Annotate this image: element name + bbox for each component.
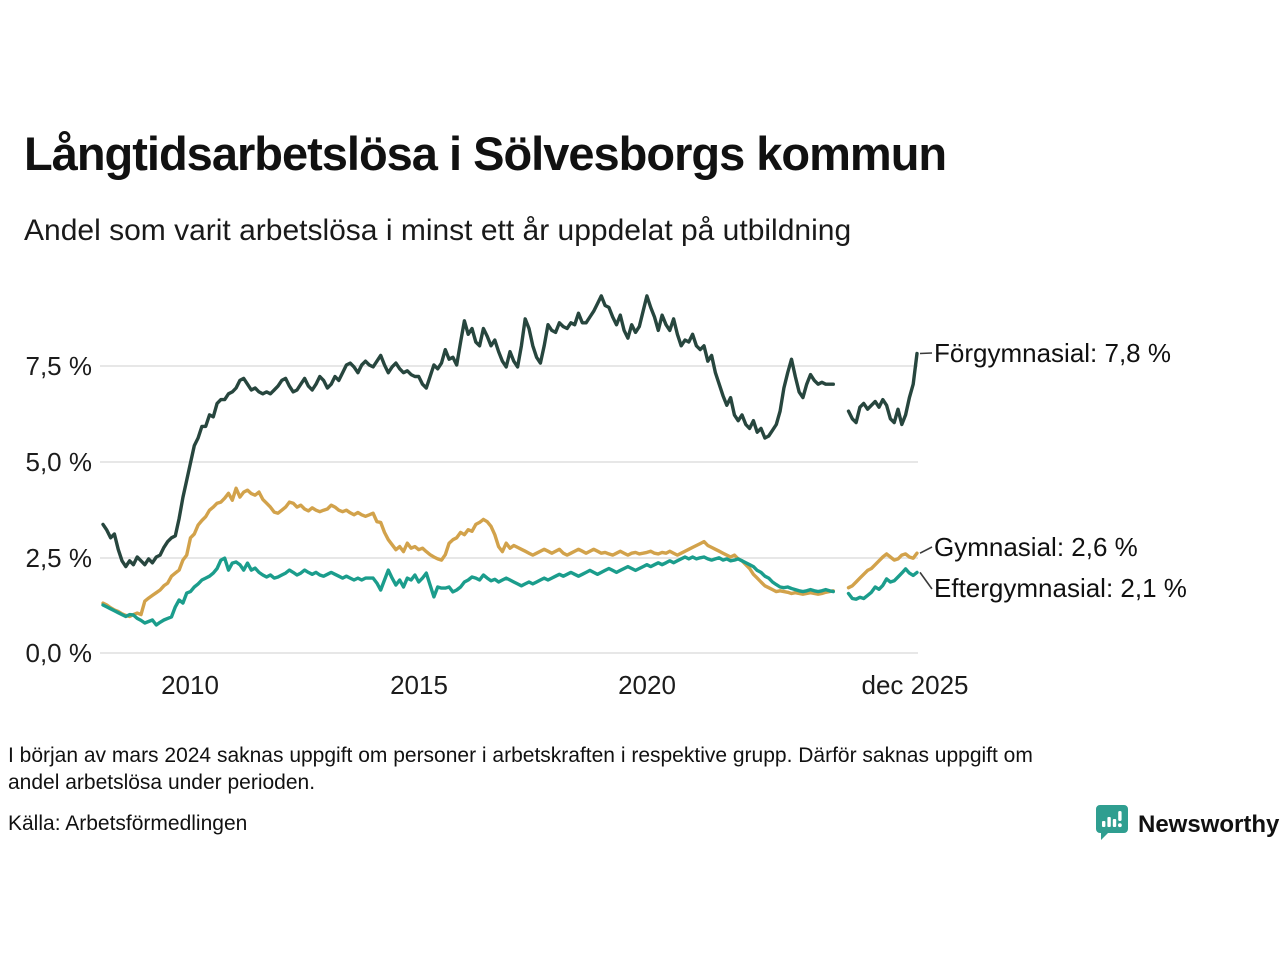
y-axis-tick-label: 5,0 % (25, 447, 92, 477)
newsworthy-logo-text: Newsworthy (1138, 810, 1280, 838)
annotation-forgymnasial: Förgymnasial: 7,8 % (934, 338, 1171, 368)
annotation-gymnasial: Gymnasial: 2,6 % (934, 532, 1138, 562)
line-chart (0, 260, 1280, 710)
bar-chart-icon (1095, 804, 1129, 845)
line-förgymnasial (103, 296, 917, 567)
x-axis-tick-label: 2010 (161, 670, 219, 700)
y-axis-tick-label: 0,0 % (25, 638, 92, 668)
annotation-eftergymnasial: Eftergymnasial: 2,1 % (934, 573, 1187, 603)
line-eftergymnasial (103, 557, 917, 625)
y-axis-tick-label: 2,5 % (25, 543, 92, 573)
chart-canvas (0, 260, 1280, 710)
footnote-line-1: I början av mars 2024 saknas uppgift om personer i arbetskraften i respektive grupp. Därför saknas uppgift om (8, 744, 1033, 767)
annotation-connector (920, 353, 932, 354)
footnote (8, 742, 1258, 796)
y-axis-tick-label: 7,5 % (25, 351, 92, 381)
annotation-connector (920, 547, 932, 553)
annotation-connector (920, 572, 932, 589)
newsworthy-logo[interactable] (1095, 804, 1279, 845)
source-label: Källa: Arbetsförmedlingen (8, 812, 248, 835)
footnote-line-2: andel arbetslösa under perioden. (8, 771, 316, 794)
page-subtitle: Andel som varit arbetslösa i minst ett år uppdelat på utbildning (24, 214, 852, 247)
x-axis-tick-label: dec 2025 (861, 670, 969, 700)
x-axis-tick-label: 2020 (618, 670, 676, 700)
x-axis-tick-label: 2015 (390, 670, 448, 700)
page-title: Långtidsarbetslösa i Sölvesborgs kommun (24, 127, 947, 180)
line-gymnasial (103, 488, 917, 616)
